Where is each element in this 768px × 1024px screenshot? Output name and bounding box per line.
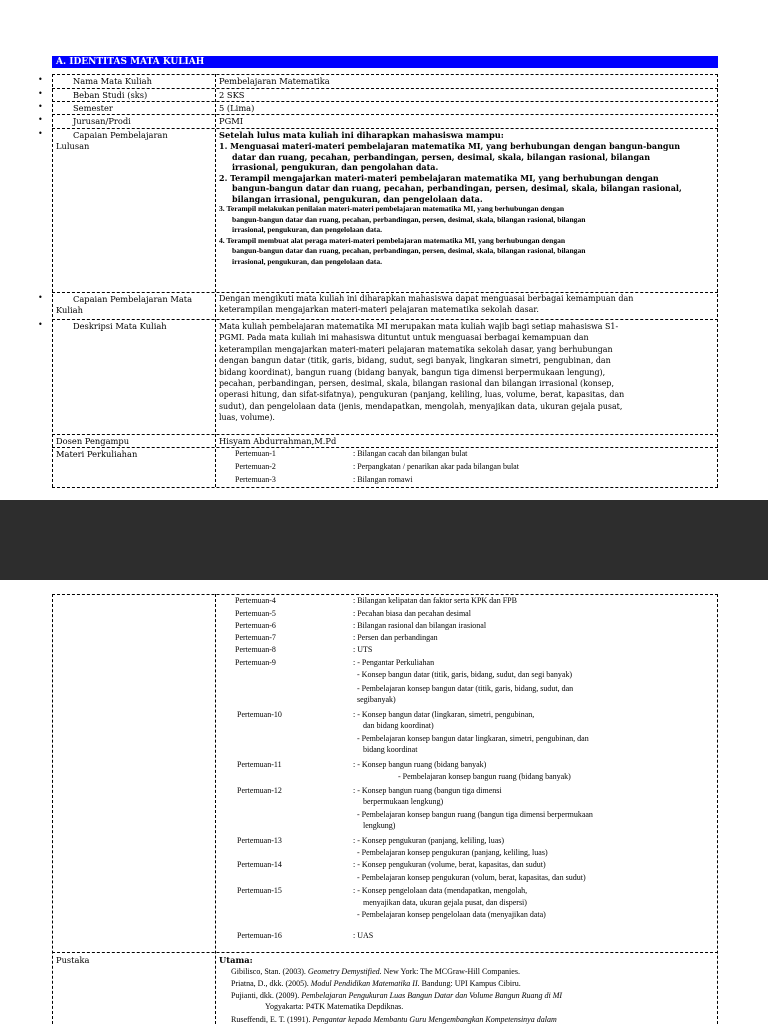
pertemuan-topic: : Bilangan cacah dan bilangan bulat: [353, 449, 468, 458]
reference-author: Gibilisco, Stan. (2003).: [231, 967, 308, 976]
topic-line: segibanyak): [357, 695, 396, 704]
pertemuan-label: Pertemuan-11: [237, 760, 282, 769]
reference-author: Priatna, D., dkk. (2005).: [231, 979, 311, 988]
topic-line: - Pembelajaran konsep pengukuran (panjang, keliling, luas): [357, 848, 548, 857]
topic-line: dan bidang koordinat): [363, 721, 434, 730]
row-divider: [52, 594, 718, 595]
column-divider: [717, 74, 718, 487]
pustaka-label: Pustaka: [56, 955, 90, 965]
pertemuan-label: Pertemuan-6: [235, 621, 276, 630]
topic-line: : - Konsep pengukuran (volume, berat, kapasitas, dan sudut): [353, 860, 546, 869]
reference-publisher: Bandung: UPI Kampus Cibiru.: [419, 979, 521, 988]
text-line: dengan bangun datar (titik, garis, bidang, sudut, segi banyak, lingkaran simetri, pengubinan, dan: [219, 356, 611, 366]
list-line: irrasional, pengukuran, dan pengelolaan data.: [232, 225, 383, 234]
deskripsi-text: [219, 321, 713, 424]
document-page-2: [0, 580, 768, 1024]
row-divider: [52, 952, 718, 953]
topic-line: - Konsep bangun datar (titik, garis, bidang, sudut, dan segi banyak): [357, 670, 573, 679]
topic-line: - Pembelajaran konsep bangun datar lingkaran, simetri, pengubinan, dan: [357, 734, 589, 743]
list-item: [219, 173, 713, 205]
reference-title: Geometry Demystified.: [307, 967, 382, 976]
document-page-1: [0, 0, 768, 500]
bullet-icon: •: [38, 102, 43, 111]
reference-item: [265, 1002, 403, 1013]
list-item: [219, 236, 713, 268]
reference-item: [231, 1015, 557, 1024]
pertemuan-label: Pertemuan-5: [235, 609, 276, 618]
reference-author: Pujianti, dkk. (2009).: [231, 991, 302, 1000]
text-line: bidang koordinat), bangun ruang (bidang banyak, bangun tiga dimensi berpermukaan lengung),: [219, 367, 606, 377]
row-label: Semester: [73, 103, 113, 113]
text-line: operasi hitung, dan sifat-sifatnya), pengukuran (panjang, keliling, luas, volume, berat, kapasitas, dan: [219, 390, 625, 400]
pertemuan-label: Pertemuan-13: [237, 836, 282, 845]
list-line: 4. Terampil membuat alat peraga materi-materi pembelajaran matematika MI, yang berhubungan dengan: [219, 235, 566, 245]
pertemuan-topic: : UAS: [353, 931, 374, 940]
row-divider: [52, 88, 718, 89]
list-line: bilangan irrasional, pengukuran, dan pengelolaan data.: [232, 193, 483, 204]
capaian-mk-text: Dengan mengikuti mata kuliah ini diharapkan mahasiswa dapat menguasai berbagai kemampuan dan: [219, 294, 634, 303]
topic-line: lengkung): [363, 821, 396, 830]
topic-line: - Pembelajaran konsep bangun ruang (bidang banyak): [398, 772, 571, 781]
row-divider: [52, 487, 718, 488]
pertemuan-label: Pertemuan-3: [235, 475, 276, 484]
column-divider: [717, 594, 718, 1024]
topic-line: : - Konsep pengelolaan data (mendapatkan, mengolah,: [353, 886, 528, 895]
pertemuan-topic: : Bilangan romawi: [353, 475, 413, 484]
pertemuan-topic: : - Pengantar Perkuliahan: [353, 658, 435, 667]
pertemuan-label: Pertemuan-16: [237, 931, 282, 940]
pertemuan-topic: : Pecahan biasa dan pecahan desimal: [353, 609, 471, 618]
reference-publisher: New York: The MCGraw-Hill Companies.: [381, 967, 520, 976]
row-value: 5 (Lima): [219, 103, 255, 113]
topic-line: : - Konsep bangun ruang (bangun tiga dimensi: [353, 786, 502, 795]
bullet-icon: •: [38, 75, 43, 84]
column-divider: [215, 74, 216, 487]
text-line: PGMI. Pada mata kuliah ini mahasiswa dituntut untuk menguasai berbagai kemampuan dan: [219, 333, 589, 343]
reference-title: Pembelajaran Pengukuran Luas Bangun Datar dan Volume Bangun Ruang di MI: [301, 991, 563, 1000]
pertemuan-label: Pertemuan-2: [235, 462, 276, 471]
pertemuan-label: Pertemuan-10: [237, 710, 282, 719]
list-line: datar dan ruang, pecahan, perbandingan, persen, desimal, skala, bilangan rasional, bilangan: [232, 151, 651, 162]
text-line: pecahan, perbandingan, persen, desimal, skala, bilangan rasional dan bilangan irrasional (konsep,: [219, 379, 614, 389]
row-divider: [52, 101, 718, 102]
materi-label: Materi Perkuliahan: [56, 449, 138, 459]
reference-publisher: Yogyakarta: P4TK Matematika Depdiknas.: [265, 1002, 404, 1011]
pertemuan-label: Pertemuan-15: [237, 886, 282, 895]
pertemuan-label: Pertemuan-9: [235, 658, 276, 667]
pertemuan-topic: : Bilangan rasional dan bilangan irasional: [353, 621, 487, 630]
text-line: Mata kuliah pembelajaran matematika MI merupakan mata kuliah wajib bagi setiap mahasiswa S1-: [219, 322, 619, 331]
row-label: Beban Studi (sks): [73, 90, 148, 100]
reference-item: [231, 991, 562, 1002]
pertemuan-label: Pertemuan-14: [237, 860, 282, 869]
topic-line: bidang koordinat: [363, 745, 418, 754]
dosen-value: Hisyam Abdurrahman,M.Pd: [219, 436, 337, 446]
topic-line: - Pembelajaran konsep bangun ruang (bangun tiga dimensi berpermukaan: [357, 810, 593, 819]
column-divider: [52, 74, 53, 487]
row-divider: [52, 434, 718, 435]
topic-line: : - Konsep bangun datar (lingkaran, simetri, pengubinan,: [353, 710, 535, 719]
capaian-lulusan-list: [219, 141, 713, 267]
dosen-label: Dosen Pengampu: [56, 436, 130, 446]
list-line: 2. Terampil mengajarkan materi-materi pembelajaran matematika MI, yang berhubungan dengan: [219, 172, 659, 183]
pertemuan-label: Pertemuan-4: [235, 596, 276, 605]
reference-item: [231, 979, 521, 990]
capaian-mk-label: Kuliah: [56, 305, 83, 315]
list-line: 1. Menguasai materi-materi pembelajaran matematika MI, yang berhubungan dengan bangun-bangun: [219, 141, 681, 151]
list-line: bangun-bangun datar dan ruang, pecahan, perbandingan, persen, desimal, skala, bilangan rasional, bilangan: [232, 214, 586, 224]
topic-line: : - Konsep pengukuran (panjang, keliling, luas): [353, 836, 505, 845]
list-item: [219, 204, 713, 236]
capaian-lulusan-intro: Setelah lulus mata kuliah ini diharapkan mahasiswa mampu:: [219, 130, 504, 140]
reference-title: Modul Pendidikan Matematika II.: [310, 979, 420, 988]
pertemuan-topic: : UTS: [353, 645, 373, 654]
row-divider: [52, 128, 718, 129]
pertemuan-label: Pertemuan-7: [235, 633, 276, 642]
text-line: keterampilan mengajarkan materi-materi pelajaran matematika sekolah dasar, yang berhubungan: [219, 344, 613, 354]
capaian-mk-text: keterampilan mengajarkan materi-materi pelajaran matematika sekolah dasar.: [219, 305, 539, 314]
list-line: bangun-bangun datar dan ruang, pecahan, perbandingan, persen, desimal, skala, bilangan rasional,: [232, 183, 682, 193]
bullet-icon: •: [38, 320, 43, 329]
topic-line: - Pembelajaran konsep bangun datar (titik, garis, bidang, sudut, dan: [357, 684, 574, 693]
bullet-icon: •: [38, 129, 43, 138]
row-value: PGMI: [219, 116, 243, 126]
row-divider: [52, 447, 718, 448]
pertemuan-label: Pertemuan-12: [237, 786, 282, 795]
capaian-mk-label: Capaian Pembelajaran Mata: [73, 294, 193, 304]
reference-title: Pengantar kepada Membantu Guru Mengembangkan Kompetensinya dalam: [312, 1015, 557, 1024]
reference-author: Ruseffendi, E. T. (1991).: [231, 1015, 313, 1024]
deskripsi-label: Deskripsi Mata Kuliah: [73, 321, 167, 331]
topic-line: menyajikan data, ukuran gejala pusat, dan dispersi): [363, 898, 527, 907]
text-line: luas, volume).: [219, 413, 275, 423]
pertemuan-topic: : Bilangan kelipatan dan faktor serta KPK dan FPB: [353, 596, 517, 605]
row-value: Pembelajaran Matematika: [219, 76, 330, 86]
row-divider: [52, 292, 718, 293]
list-item: [219, 141, 713, 173]
topic-line: : - Konsep bangun ruang (bidang banyak): [353, 760, 487, 769]
bullet-icon: •: [38, 115, 43, 124]
row-divider: [52, 74, 718, 75]
capaian-lulusan-label: Lulusan: [56, 141, 90, 151]
reference-item: [231, 967, 520, 978]
column-divider: [215, 594, 216, 1024]
bullet-icon: •: [38, 89, 43, 98]
topic-line: - Pembelajaran konsep pengukuran (volum, berat, kapasitas, dan sudut): [357, 873, 586, 882]
list-line: 3. Terampil melakukan penilaian materi-materi pembelajaran matematika MI, yang berhubungan dengan: [219, 204, 565, 213]
topic-line: berpermukaan lengkung): [363, 797, 444, 806]
pustaka-heading: Utama:: [219, 955, 253, 965]
row-label: Jurusan/Prodi: [73, 116, 131, 126]
pertemuan-label: Pertemuan-1: [235, 449, 276, 458]
section-header: A. IDENTITAS MATA KULIAH: [52, 56, 718, 68]
pertemuan-topic: : Perpangkatan / penarikan akar pada bilangan bulat: [353, 462, 519, 471]
pertemuan-topic: : Persen dan perbandingan: [353, 633, 438, 642]
list-line: irrasional, pengukuran, dan pengelolaan data.: [232, 256, 383, 266]
bullet-icon: •: [38, 293, 43, 302]
row-value: 2 SKS: [219, 90, 245, 100]
row-label: Nama Mata Kuliah: [73, 76, 152, 86]
list-line: bangun-bangun datar dan ruang, pecahan, perbandingan, persen, desimal, skala, bilangan rasional, bilangan: [232, 246, 586, 255]
list-line: irrasional, pengukuran, dan pengolahan data.: [232, 162, 439, 172]
row-divider: [52, 114, 718, 115]
column-divider: [52, 594, 53, 1024]
text-line: sudut), dan pengelolaan data (jenis, mendapatkan, mengolah, menyajikan data, ukuran gejala pusat,: [219, 401, 623, 411]
capaian-lulusan-label: Capaian Pembelajaran: [73, 130, 168, 140]
pertemuan-label: Pertemuan-8: [235, 645, 276, 654]
topic-line: - Pembelajaran konsep pengelolaan data (menyajikan data): [357, 910, 546, 919]
row-divider: [52, 319, 718, 320]
